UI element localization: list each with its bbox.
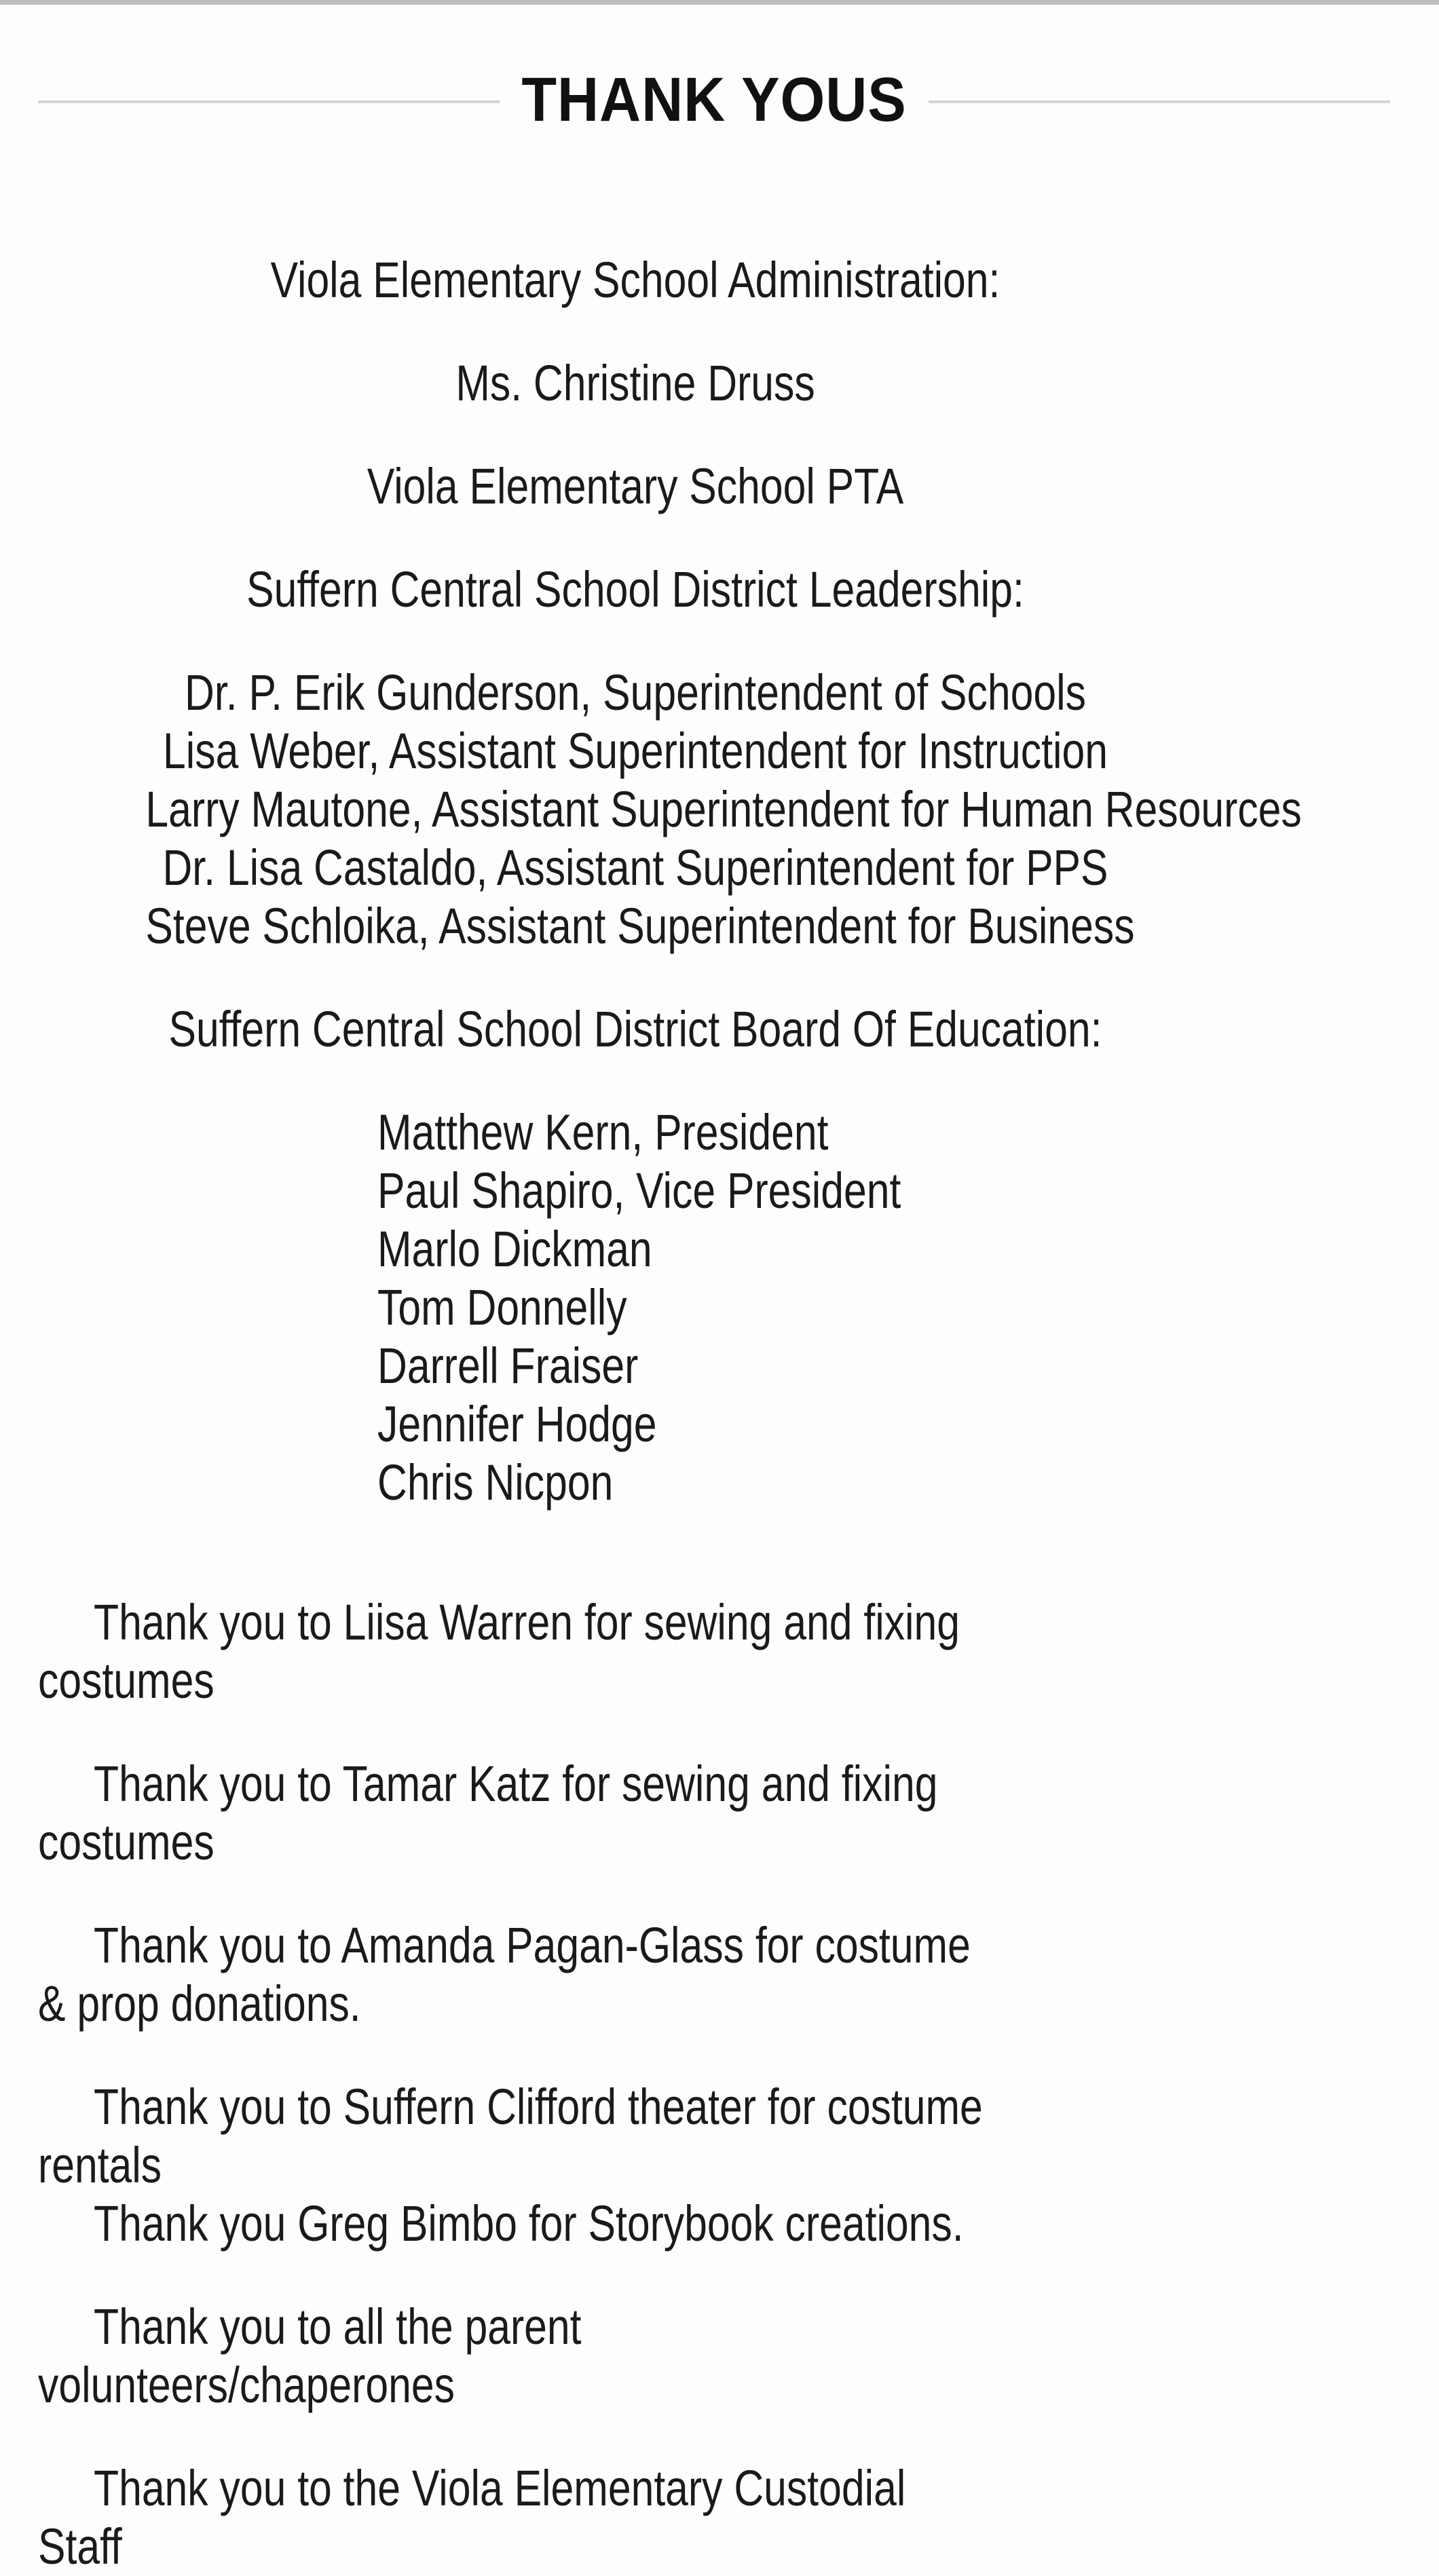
board-member: Darrell Fraiser [377, 1338, 639, 1394]
leadership-item: Dr. Lisa Castaldo, Assistant Superintendent for PPS [162, 839, 1108, 896]
board-member: Paul Shapiro, Vice President [377, 1162, 901, 1219]
board-member: Matthew Kern, President [377, 1104, 829, 1160]
thanks-parents: Thank you to all the parent volunteers/chaperones [38, 2298, 582, 2413]
top-border [0, 0, 1439, 5]
board-member: Chris Nicpon [377, 1454, 614, 1511]
leadership-item: Larry Mautone, Assistant Superintendent for Human Resources [145, 781, 1302, 837]
board-heading: Suffern Central School District Board Of Education: [168, 1001, 1102, 1057]
thanks-liisa: Thank you to Liisa Warren for sewing and fixing costumes [38, 1594, 960, 1709]
pta-line: Viola Elementary School PTA [367, 458, 904, 514]
thanks-clifford: Thank you to Suffern Clifford theater for costume rentals [38, 2079, 983, 2193]
thank-you-content [38, 251, 1302, 2576]
admin-heading: Viola Elementary School Administration: [270, 252, 1001, 308]
board-member: Marlo Dickman [377, 1221, 652, 1277]
leadership-heading: Suffern Central School District Leadership: [246, 561, 1024, 618]
leadership-item: Steve Schloika, Assistant Superintendent for Business [145, 898, 1135, 954]
leadership-item: Dr. P. Erik Gunderson, Superintendent of Schools [185, 664, 1086, 721]
principal-name: Ms. Christine Druss [455, 355, 815, 411]
thanks-amanda: Thank you to Amanda Pagan-Glass for costume & prop donations. [38, 1917, 971, 2032]
thanks-tamar: Thank you to Tamar Katz for sewing and fixing costumes [38, 1756, 938, 1870]
page-title: THANK YOUS [521, 65, 907, 134]
leadership-list [38, 664, 1302, 955]
header-rule-left [38, 100, 500, 103]
thanks-custodial: Thank you to the Viola Elementary Custodial Staff [38, 2460, 906, 2575]
section-header [0, 48, 1439, 156]
board-list [38, 1103, 1233, 1512]
thanks-greg: Thank you Greg Bimbo for Storybook creations. [94, 2195, 964, 2252]
leadership-item: Lisa Weber, Assistant Superintendent for Instruction [163, 723, 1108, 779]
board-member: Jennifer Hodge [377, 1396, 657, 1452]
header-rule-right [929, 100, 1390, 103]
board-member: Tom Donnelly [377, 1279, 627, 1336]
